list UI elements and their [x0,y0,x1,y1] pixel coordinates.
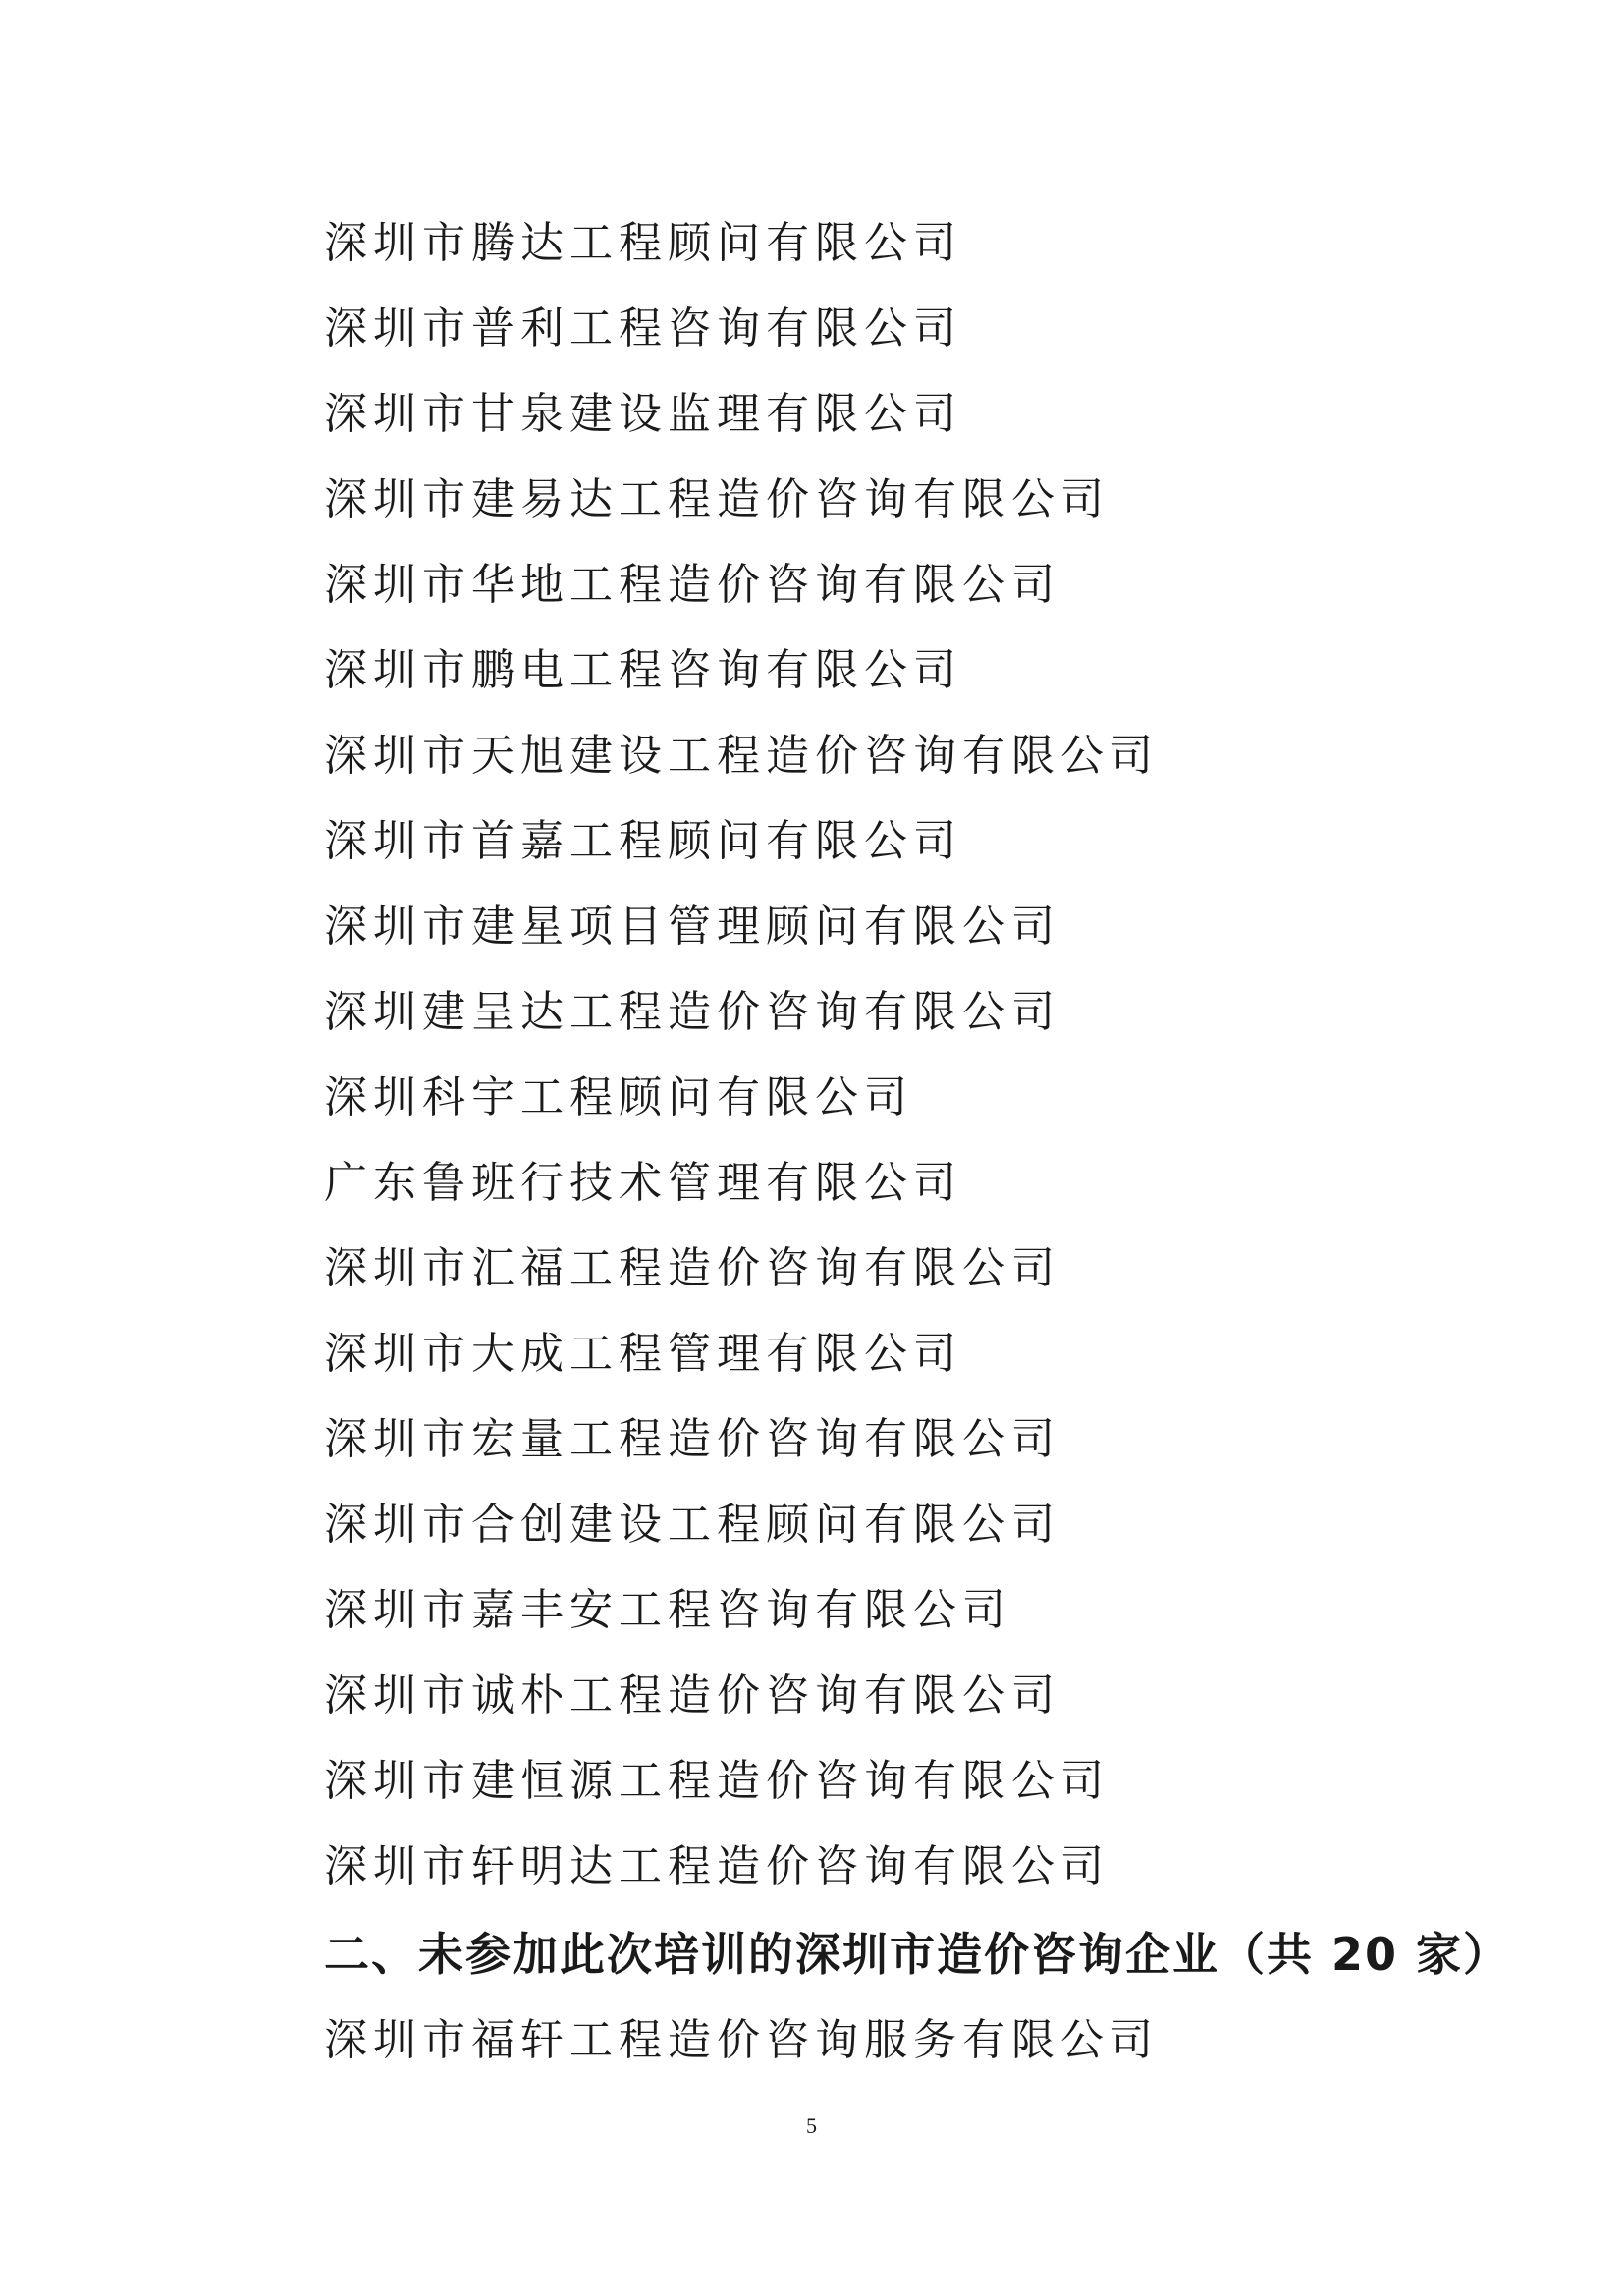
list-item: 深圳市腾达工程顾问有限公司 [324,218,962,268]
list-item: 深圳市合创建设工程顾问有限公司 [324,1500,1060,1550]
list-item: 深圳市天旭建设工程造价咨询有限公司 [324,731,1159,781]
page-number: 5 [806,2113,817,2138]
list-item: 深圳市嘉丰安工程咨询有限公司 [324,1585,1011,1635]
section-heading: 二、未参加此次培训的深圳市造价咨询企业（共 20 家） [324,1928,1511,1981]
list-item: 深圳市华地工程造价咨询有限公司 [324,560,1060,610]
list-item: 深圳市大成工程管理有限公司 [324,1329,962,1379]
list-item: 深圳市诚朴工程造价咨询有限公司 [324,1670,1060,1721]
list-item: 深圳市轩明达工程造价咨询有限公司 [324,1841,1109,1891]
list-item: 深圳市首嘉工程顾问有限公司 [324,816,962,866]
company-list-untrained [324,2011,1453,2070]
list-item: 深圳市建恒源工程造价咨询有限公司 [324,1756,1109,1806]
list-item: 深圳建呈达工程造价咨询有限公司 [324,987,1060,1037]
list-item: 深圳市建易达工程造价咨询有限公司 [324,474,1109,524]
list-item: 深圳科宇工程顾问有限公司 [324,1072,913,1122]
company-list-trained [324,214,1453,1923]
list-item: 深圳市福轩工程造价咨询服务有限公司 [324,2015,1159,2065]
list-item: 广东鲁班行技术管理有限公司 [324,1158,962,1208]
list-item: 深圳市建星项目管理顾问有限公司 [324,902,1060,952]
list-item: 深圳市普利工程咨询有限公司 [324,303,962,354]
list-item: 深圳市宏量工程造价咨询有限公司 [324,1414,1060,1464]
list-item: 深圳市汇福工程造价咨询有限公司 [324,1243,1060,1293]
list-item: 深圳市鹏电工程咨询有限公司 [324,645,962,695]
list-item: 深圳市甘泉建设监理有限公司 [324,389,962,439]
